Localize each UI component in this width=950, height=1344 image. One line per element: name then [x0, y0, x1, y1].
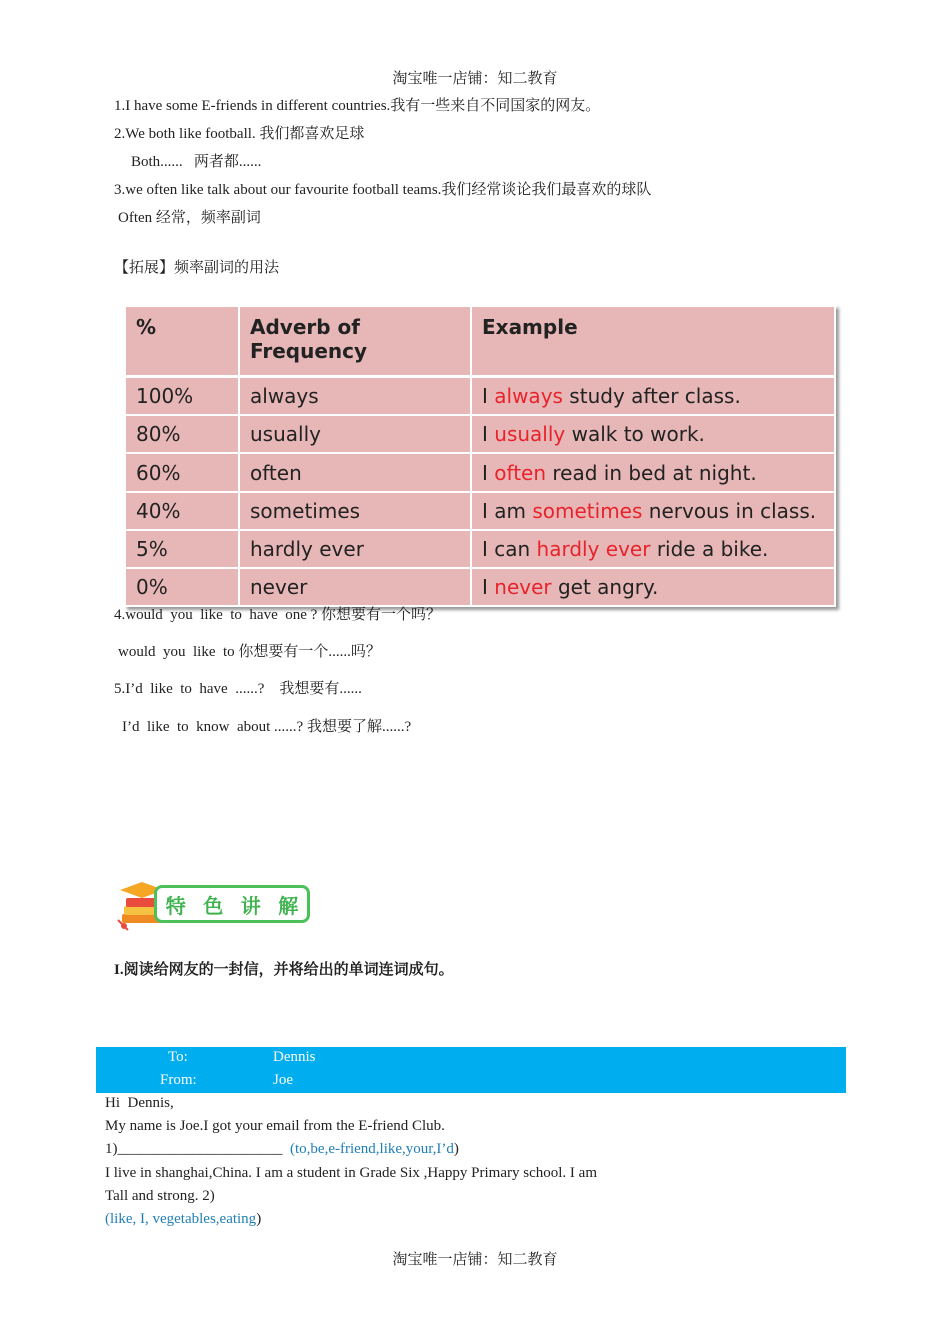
note-line-4: 3.we often like talk about our favourite football teams.我们经常谈论我们最喜欢的球队 [114, 182, 652, 198]
example-post: read in bed at night. [546, 460, 757, 485]
extension-heading: 【拓展】频率副词的用法 [114, 260, 280, 276]
badge-char: 色 [203, 893, 224, 918]
note-line-5: Often 经常，频率副词 [118, 210, 261, 226]
cell-percent: 100% [125, 377, 239, 416]
example-pre: I [482, 422, 495, 447]
question-1-close: ) [453, 1141, 459, 1157]
feature-badge-label [154, 885, 310, 923]
cell-adverb: usually [239, 415, 471, 453]
example-post: study after class. [562, 384, 741, 409]
example-highlight: often [494, 460, 547, 485]
note-line-2: 2.We both like football. 我们都喜欢足球 [114, 126, 365, 142]
badge-char: 讲 [240, 893, 261, 918]
question-1-hint: (to,be,e-friend,like,your,I’d [290, 1141, 454, 1157]
question-2-close: ) [256, 1211, 262, 1227]
cell-percent: 0% [125, 568, 239, 606]
exercise-title: I.阅读给网友的一封信，并将给出的单词连词成句。 [114, 962, 454, 978]
note-line-9: I’d like to know about ......? 我想要了解......? [122, 719, 412, 735]
note-line-7: would you like to 你想要有一个......吗？ [118, 644, 381, 660]
cell-adverb: hardly ever [239, 530, 471, 568]
table-row [125, 492, 835, 530]
to-value: Dennis [273, 1049, 316, 1065]
header-percent: % [125, 306, 239, 377]
header-adverb-line2: Frequency [250, 339, 368, 363]
question-2-hint: (like, I, vegetables,eating [105, 1211, 257, 1227]
cell-percent: 5% [125, 530, 239, 568]
table-row [125, 453, 835, 491]
example-highlight: never [494, 574, 552, 599]
feature-badge [116, 880, 310, 932]
table-row [125, 568, 835, 606]
letter-line-3: Tall and strong. 2) [105, 1188, 215, 1204]
example-pre: I [482, 574, 495, 599]
header-adverb [239, 306, 471, 377]
cell-adverb: sometimes [239, 492, 471, 530]
example-pre: I [482, 384, 495, 409]
letter-greeting: Hi Dennis, [105, 1095, 174, 1111]
page-header: 淘宝唯一店铺：知二教育 [392, 71, 558, 87]
example-pre: I [482, 460, 495, 485]
cell-adverb: never [239, 568, 471, 606]
frequency-adverb-table [124, 305, 836, 607]
note-line-3: Both...... 两者都...... [131, 154, 262, 170]
cell-adverb: always [239, 377, 471, 416]
cell-example [471, 530, 835, 568]
example-post: walk to work. [565, 422, 705, 447]
example-highlight: always [494, 384, 563, 409]
cell-example [471, 415, 835, 453]
badge-char: 解 [278, 893, 299, 918]
letter-line-1: My name is Joe.I got your email from the E-friend Club. [105, 1118, 445, 1134]
cell-example [471, 492, 835, 530]
letter-to-row [96, 1047, 846, 1070]
question-1 [105, 1140, 459, 1158]
example-highlight: sometimes [532, 498, 643, 523]
cell-example [471, 568, 835, 606]
example-post: get angry. [551, 574, 659, 599]
cell-example [471, 377, 835, 416]
cell-example [471, 453, 835, 491]
cell-percent: 80% [125, 415, 239, 453]
badge-char: 特 [165, 893, 186, 918]
from-value: Joe [273, 1072, 293, 1088]
letter-line-2: I live in shanghai,China. I am a student in Grade Six ,Happy Primary school. I am [105, 1165, 597, 1181]
note-line-6: 4.would you like to have one ? 你想要有一个吗？ [114, 607, 442, 623]
table-row [125, 377, 835, 416]
table-row [125, 530, 835, 568]
letter-from-row [96, 1070, 846, 1093]
example-post: nervous in class. [642, 498, 817, 523]
cell-adverb: often [239, 453, 471, 491]
header-adverb-line1: Adverb of [250, 315, 360, 339]
page-footer: 淘宝唯一店铺：知二教育 [392, 1252, 558, 1268]
from-label: From: [160, 1072, 197, 1088]
cell-percent: 60% [125, 453, 239, 491]
to-label: To: [168, 1049, 188, 1065]
note-line-1: 1.I have some E-friends in different countries.我有一些来自不同国家的网友。 [114, 98, 601, 114]
example-pre: I can [482, 536, 537, 561]
table-row [125, 415, 835, 453]
example-pre: I am [482, 498, 533, 523]
table-header-row [125, 306, 835, 377]
example-post: ride a bike. [650, 536, 769, 561]
question-2 [105, 1210, 261, 1228]
header-example: Example [471, 306, 835, 377]
example-highlight: hardly ever [536, 536, 651, 561]
example-highlight: usually [494, 422, 566, 447]
note-line-8: 5.I’d like to have ......? 我想要有...... [114, 681, 362, 697]
cell-percent: 40% [125, 492, 239, 530]
question-1-blank[interactable]: 1)______________________ [105, 1141, 290, 1157]
